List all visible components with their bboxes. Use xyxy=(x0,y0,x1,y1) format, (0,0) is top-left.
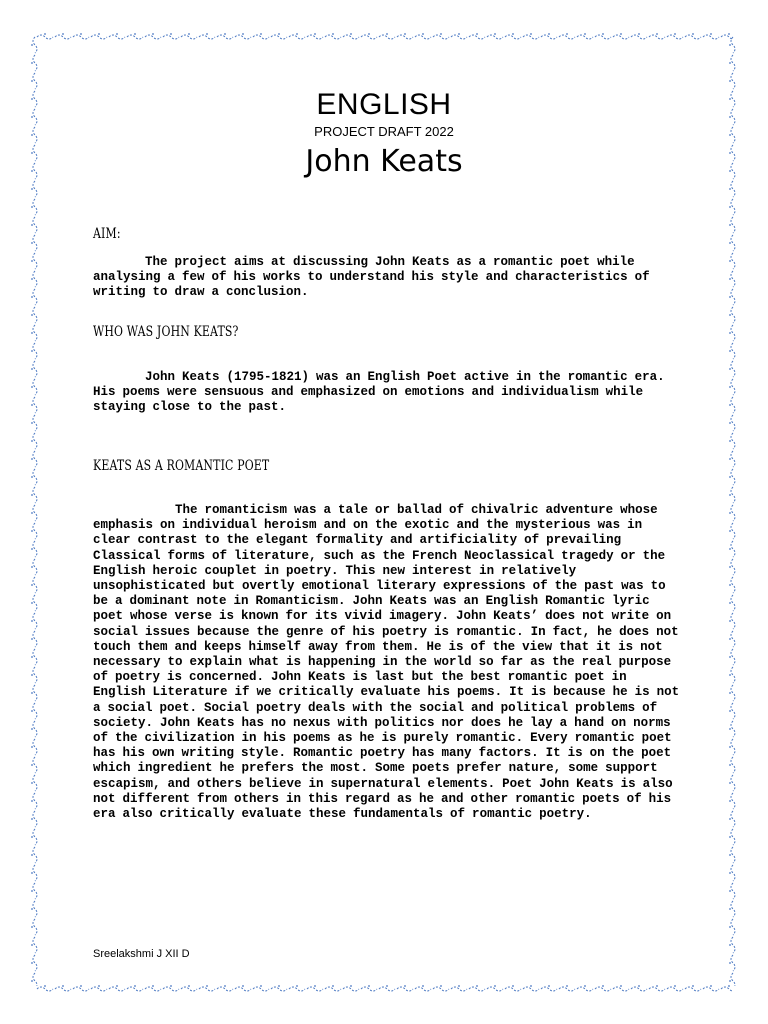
page-border-bottom xyxy=(36,982,732,996)
section-body-romantic: The romanticism was a tale or ballad of chivalric adventure whose emphasis on individual heroism and on the exotic and the mysterious was in clear contrast to the elegant formality and artificiality of prevailing Classical forms of literature, such as the French Neoclassical tragedy or the English heroic couplet in poetry. This new interest in relatively unsophisticated but overtly emotional literary expressions of the past was to be a dominant note in Romanticism. John Keats was an English Romantic lyric poet whose verse is known for its vivid imagery. John Keats’ does not write on social issues because the genre of his poetry is romantic. In fact, he does not touch them and keeps himself away from them. He is of the view that it is not necessary to explain what is happening in the world so far as the real purpose of poetry is concerned. John Keats is last but the best romantic poet in English Literature if we critically evaluate his poems. It is because he is not a social poet. Social poetry deals with the social and political problems of society. John Keats has no nexus with politics nor does he lay a hand on norms of the civilization in his poems as he is purely romantic. Every romantic poet has his own writing style. Romantic poetry has many factors. It is on the poet which ingredient he prefers the most. Some poets prefer nature, some support escapism, and others believe in supernatural elements. Poet John Keats is also not different from others in this regard as he and other romantic poets of his era also critically evaluate these fundamentals of romantic poetry. xyxy=(93,503,680,822)
section-heading-aim: AIM: xyxy=(93,226,121,242)
section-body-aim: The project aims at discussing John Keats as a romantic poet while analysing a few of his works to understand his style and characteristics of writing to draw a conclusion. xyxy=(93,255,650,300)
page-border-top xyxy=(36,30,732,44)
page-title: ENGLISH xyxy=(316,88,452,121)
section-heading-romantic: KEATS AS A ROMANTIC POET xyxy=(93,458,270,474)
page-subtitle: PROJECT DRAFT 2022 xyxy=(314,124,454,139)
section-heading-who: WHO WAS JOHN KEATS? xyxy=(93,324,239,340)
author-footer: Sreelakshmi J XII D xyxy=(93,948,190,960)
section-body-who: John Keats (1795-1821) was an English Poet active in the romantic era. His poems were sensuous and emphasized on emotions and individualism while staying close to the past. xyxy=(93,370,665,415)
subject-name: John Keats xyxy=(305,144,463,179)
